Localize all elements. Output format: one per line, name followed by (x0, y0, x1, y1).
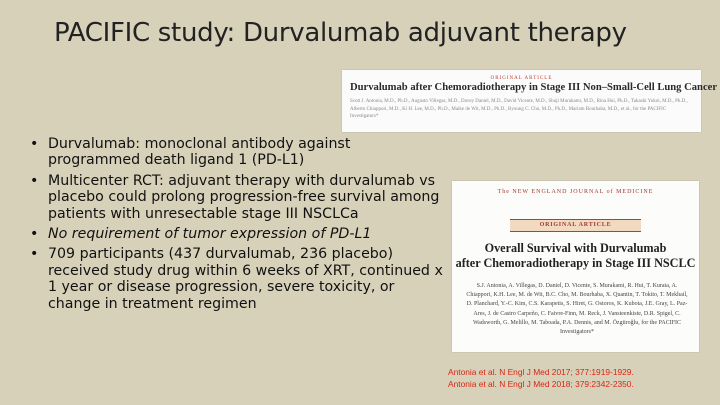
references (448, 366, 718, 390)
reference-line: Antonia et al. N Engl J Med 2018; 379:2342-2350. (448, 379, 634, 389)
bullet-item (28, 136, 446, 169)
bullet-list (28, 136, 446, 316)
paper-authors: S.J. Antonia, A. Villegas, D. Daniel, D. Vicente, S. Murakami, R. Hui, T. Kurata, A. Chiappori, K.H. Lee, M. de Wit, B.C. Cho, M. Bourhaba, X. Quantin, T. Tokito, T. Mekhail, D. Planchard, Y.-C. Kim, C.S. Karapetis, S. Hiret, G. Ostoros, K. Kubota, J.E. Gray, L. Paz-Ares, J. de Castro Carpeño, C. Faivre-Finn, M. Reck, J. Vansteenkiste, D.R. Spigel, C. Wadsworth, G. Melillo, M. Taboada, P.A. Dennis, and M. Özgüroğlu, for the PACIFIC Investigators* (466, 283, 688, 336)
slide-title: PACIFIC study: Durvalumab adjuvant therapy (54, 18, 627, 48)
bullet-text: Multicenter RCT: adjuvant therapy with durvalumab vs placebo could prolong progression-free survival among patients with unresectable stage III NSCLCa (48, 172, 440, 222)
bullet-text: No requirement of tumor expression of PD-L1 (48, 226, 372, 243)
paper-tag: ORIGINAL ARTICLE (490, 76, 553, 81)
paper-title (452, 241, 699, 271)
paper-authors: Scott J. Antonia, M.D., Ph.D., Augusto Villegas, M.D., Davey Daniel, M.D., David Vicente, M.D., Shuji Murakami, M.D., Rina Hui, Ph.D., Takashi Yokoi, M.D., Ph.D., Alberto Chiappori, M.D., Ki H. Lee, M.D., Ph.D., Maike de Wit, M.D., Ph.D., Byoung C. Cho, M.D., Ph.D., Mariam Bourhaba, M.D., et al., for the PACIFIC Investigators* (350, 99, 688, 119)
paper-title-line: Overall Survival with Durvalumab (484, 241, 667, 255)
reference-line: Antonia et al. N Engl J Med 2017; 377:1919-1929. (448, 367, 634, 377)
paper-title: Durvalumab after Chemoradiotherapy in Stage III Non–Small-Cell Lung Cancer (350, 82, 718, 93)
paper-title-line: after Chemoradiotherapy in Stage III NSCLC (455, 256, 696, 270)
bullet-item (28, 246, 446, 312)
paper-tag: ORIGINAL ARTICLE (510, 219, 641, 232)
paper-2017-snapshot (342, 70, 718, 132)
paper-2018-snapshot (452, 181, 699, 352)
bullet-text: Durvalumab: monoclonal antibody against programmed death ligand 1 (PD-L1) (48, 136, 351, 169)
journal-masthead: The NEW ENGLAND JOURNAL of MEDICINE (497, 189, 654, 195)
bullet-item (28, 226, 446, 242)
bullet-item (28, 173, 446, 222)
bullet-text: 709 participants (437 durvalumab, 236 placebo) received study drug within 6 weeks of XRT, continued x 1 year or disease progression, severe toxicity, or change in treatment regimen (48, 246, 443, 312)
